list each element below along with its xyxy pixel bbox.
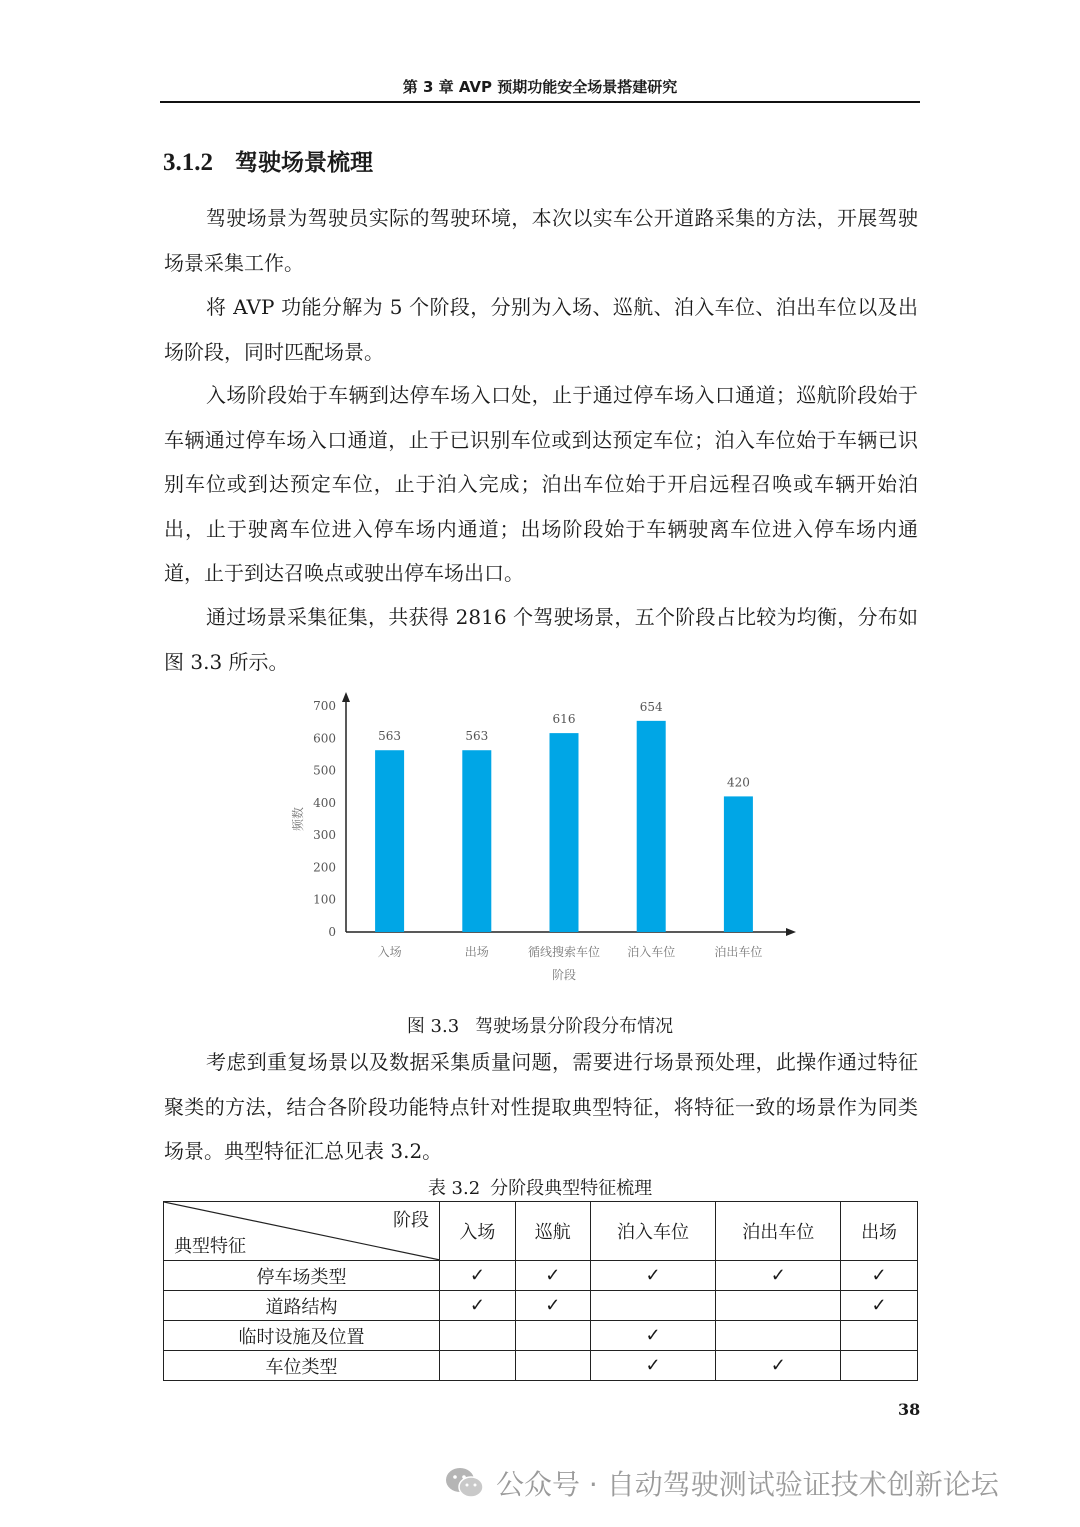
check-cell: ✓ [440,1261,516,1291]
bar-value-label: 563 [465,729,489,744]
y-tick-label: 500 [313,763,336,778]
corner-top-label: 阶段 [393,1210,429,1231]
check-cell [440,1351,516,1381]
y-axis-label: 频数 [291,806,305,832]
section-number: 3.1.2 [163,149,213,176]
bar-value-label: 616 [552,712,576,727]
column-header: 巡航 [515,1202,590,1261]
column-header: 泊出车位 [716,1202,841,1261]
running-header: 第 3 章 AVP 预期功能安全场景搭建研究 [160,76,920,103]
x-axis-label: 阶段 [551,968,577,982]
bar-value-label: 563 [378,729,402,744]
check-cell [440,1321,516,1351]
feature-table [163,1201,918,1381]
x-axis-arrow [786,928,796,936]
check-cell [841,1321,918,1351]
row-label: 车位类型 [164,1351,440,1381]
y-tick-label: 300 [313,828,336,843]
y-axis-arrow [342,692,350,702]
table-label: 表 3.2 [427,1178,481,1199]
wechat-icon [444,1465,486,1501]
paragraph-3: 入场阶段始于车辆到达停车场入口处，止于通过停车场入口通道；巡航阶段始于车辆通过停车场入口通道，止于已识别车位或到达预定车位；泊入车位始于车辆已识别车位或到达预定车位，止于泊入完成；泊出车位始于开启远程召唤或车辆开始泊出，止于驶离车位进入停车场内通道；出场阶段始于车辆驶离车位进入停车场内通道，止于到达召唤点或驶出停车场出口。 [164,383,918,585]
figure-title: 驾驶场景分阶段分布情况 [475,1016,674,1037]
check-cell: ✓ [841,1291,918,1321]
bar [637,721,666,932]
bar [550,733,579,932]
y-tick-label: 600 [313,731,336,746]
y-tick-label: 700 [313,699,336,713]
table-row [164,1351,918,1381]
figure-label: 图 3.3 [406,1016,460,1037]
table-title: 分阶段典型特征梳理 [490,1178,653,1199]
corner-bottom-label: 典型特征 [174,1236,246,1257]
y-tick-label: 0 [328,925,336,939]
check-cell [590,1291,716,1321]
check-cell [716,1291,841,1321]
page-number: 38 [898,1400,921,1419]
column-header: 入场 [440,1202,516,1261]
x-tick-label: 泊出车位 [714,945,763,959]
bar [724,796,753,932]
stage-distribution-chart [280,690,800,990]
paragraph-2: 将 AVP 功能分解为 5 个阶段，分别为入场、巡航、泊入车位、泊出车位以及出场阶段，同时匹配场景。 [164,295,918,364]
table-row [164,1291,918,1321]
check-cell: ✓ [515,1291,590,1321]
section-title: 驾驶场景梳理 [235,150,373,176]
table-caption [0,1174,1080,1200]
x-tick-label: 出场 [464,945,489,959]
table-row [164,1261,918,1291]
column-header: 出场 [841,1202,918,1261]
check-cell [515,1321,590,1351]
check-cell: ✓ [590,1351,716,1381]
check-cell: ✓ [590,1321,716,1351]
column-header: 泊入车位 [590,1202,716,1261]
row-label: 停车场类型 [164,1261,440,1291]
check-cell: ✓ [841,1261,918,1291]
y-tick-label: 100 [313,892,336,907]
table-header-row [164,1202,918,1261]
watermark [444,1463,999,1503]
check-cell: ✓ [440,1291,516,1321]
section-heading [163,144,373,177]
table-row [164,1321,918,1351]
bar [375,750,404,932]
x-tick-label: 入场 [377,945,402,959]
y-tick-label: 400 [313,795,336,810]
y-tick-label: 200 [313,860,336,875]
check-cell [515,1351,590,1381]
figure-caption [0,1012,1080,1038]
paragraph-5: 考虑到重复场景以及数据采集质量问题，需要进行场景预处理，此操作通过特征聚类的方法，结合各阶段功能特点针对性提取典型特征，将特征一致的场景作为同类场景。典型特征汇总见表 3.2。 [164,1050,918,1163]
paragraph-4: 通过场景采集征集，共获得 2816 个驾驶场景，五个阶段占比较为均衡，分布如图 3.3 所示。 [164,605,918,674]
table-corner-cell [164,1202,440,1261]
check-cell: ✓ [716,1351,841,1381]
check-cell [716,1321,841,1351]
row-label: 临时设施及位置 [164,1321,440,1351]
check-cell: ✓ [590,1261,716,1291]
check-cell: ✓ [515,1261,590,1291]
x-tick-label: 泊入车位 [627,945,676,959]
bar-value-label: 654 [639,699,663,714]
check-cell [841,1351,918,1381]
row-label: 道路结构 [164,1291,440,1321]
bar-value-label: 420 [726,775,750,790]
bar [462,750,491,932]
check-cell: ✓ [716,1261,841,1291]
watermark-text: 公众号 · 自动驾驶测试验证技术创新论坛 [496,1468,999,1501]
x-tick-label: 循线搜索车位 [527,945,601,959]
paragraph-1: 驾驶场景为驾驶员实际的驾驶环境，本次以实车公开道路采集的方法，开展驾驶场景采集工作。 [164,206,918,275]
